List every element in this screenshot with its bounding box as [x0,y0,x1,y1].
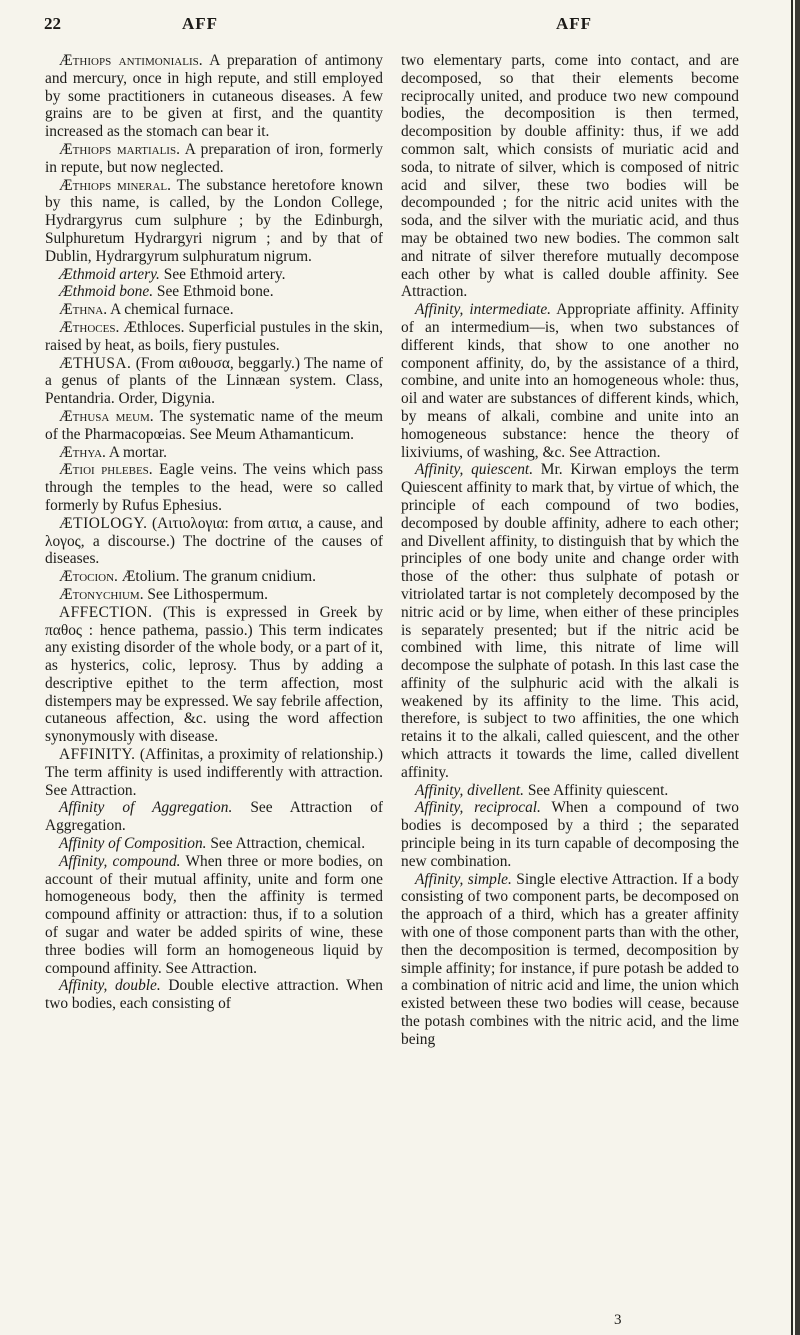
dictionary-entry [45,835,383,853]
entry-headword: Affinity of Composition. [59,835,207,853]
dictionary-entry [45,586,383,604]
entry-headword: ÆTHUSA. [59,354,132,372]
entry-headword: Æthusa meum. [59,407,154,425]
dictionary-entry [45,461,383,514]
entry-headword: Affinity, divellent. [415,781,524,799]
entry-headword: Affinity, simple. [415,870,512,888]
dictionary-entry [401,782,739,800]
entry-text: (Affinitas, a proximity of relationship.) The term affinity is used indifferently with attraction. See Attraction. [45,746,383,799]
entry-text: A preparation of antimony and mercury, once in high repute, and still employed by some practitioners in cutaneous diseases. A few grains are to be given at first, and the quantity increased as the stomach can bear it. [45,52,383,141]
entry-headword: Affinity of Aggregation. [59,799,233,817]
entry-text: Double elective attraction. When two bodies, each consisting of [45,977,383,1013]
entry-text: See Ethmoid artery. [159,265,286,283]
page-edge-line [791,0,793,1335]
dictionary-entry [45,853,383,978]
dictionary-entry [401,799,739,870]
entry-text: See Attraction, chemical. [206,835,366,853]
dictionary-entry [45,515,383,568]
entry-text: Eagle veins. The veins which pass through the temples to the head, were so called formerly by Rufus Ephesius. [45,461,383,514]
running-head-left: AFF [182,14,219,33]
dictionary-entry [45,301,383,319]
entry-headword: Æthiops martialis. [59,140,180,158]
dictionary-entry [45,604,383,746]
entry-text: A mortar. [105,443,168,461]
entry-text: When three or more bodies, on account of their mutual affinity, unite and form one homogeneous body, then the affinity is termed compound affinity or attraction: thus, if to a solution of sugar and water be added spirits of wine, these three bodies will form an homogeneous liquid by compound affinity. See Attraction. [45,852,383,977]
entry-headword: Æthya. [59,443,106,461]
dictionary-entry [45,568,383,586]
entry-text: (This is expressed in Greek by παθος : hence pathema, passio.) This term indicates any existing disorder of the whole body, or a part of it, as hysterics, colic, leprosy. Thus by adding a descriptive epithet to the term affection, most distempers may be expressed. We say febrile affection, cutaneous affection, &c. using the word affection synonymously with disease. [45,603,383,746]
entry-text: (From αιθουσα, beggarly.) The name of a genus of plants of the Linnæan system. Class, Pentandria. Order, Digynia. [45,354,383,408]
page-number: 22 [44,14,61,33]
entry-text: See Attraction of Aggregation. [45,799,383,835]
entry-headword: AFFINITY. [59,746,136,764]
dictionary-entry [45,355,383,408]
entry-headword: Affinity, intermediate. [415,301,551,319]
dictionary-entry [45,52,383,141]
entry-text: See Lithospermum. [143,585,268,603]
entry-headword: Æthiops antimonialis. [59,52,203,69]
dictionary-entry [401,52,739,301]
entry-headword: Æthna. [59,301,108,319]
entry-headword: ÆTIOLOGY. [59,514,148,532]
entry-headword: Æthmoid artery. [59,265,160,283]
signature-mark: 3 [614,1312,622,1328]
entry-headword: Ætioi phlebes. [59,461,153,479]
entry-text: Æthloces. Superficial pustules in the skin, raised by heat, as boils, fiery pustules. [45,318,383,354]
entry-text: See Affinity quiescent. [524,781,669,799]
dictionary-entry [401,301,739,461]
entry-headword: Affinity, double. [59,977,161,995]
right-column [401,52,739,1049]
entry-text: A chemical furnace. [107,301,234,319]
entry-text: When a compound of two bodies is decomposed by a third ; the separated principle being in its turn capable of decomposing the new combination. [401,799,740,870]
page-header [44,14,770,40]
entry-headword: Æthmoid bone. [59,283,154,301]
entry-text: Mr. Kirwan employs the term Quiescent affinity to mark that, by virtue of which, the principle of each compound of two bodies, decomposed by double affinity, adhere to each other; and Divellent affinity, to distinguish that by which the principles of one body unite and change order with those of the other: thus sulphate of potash or vitriolated tartar is not completely decomposed by the nitric acid or by lime, when either of these principles is separately presented; but if the nitric acid be combined with lime, this nitrate of lime will decompose the sulphate of potash. In this last case the affinity of the sulphuric acid with the alkali is weakened by its affinity to the lime. This acid, therefore, is subject to two affinities, the one which retains it to the alkali, called quiescent, and the other which attracts it towards the lime, called divellent affinity. [401,461,739,781]
entry-text: Ætolium. The granum cnidium. [117,568,316,586]
dictionary-entry [45,408,383,444]
dictionary-entry [45,266,383,284]
dictionary-entry [45,283,383,301]
running-head-right: AFF [556,14,593,33]
entry-text: (Αιτιολογια: from αιτια, a cause, and λογος, a discourse.) The doctrine of the causes of diseases. [45,514,383,568]
dictionary-entry [401,461,739,781]
dictionary-entry [45,177,383,266]
dictionary-entry [401,871,739,1049]
entry-headword: Ætonychium. [59,585,144,603]
entry-text: The substance heretofore known by this name, is called, by the London College, Hydrargyrus cum sulphure ; by the Edinburgh, Sulphuretum Hydrargyri nigrum ; and by that of Dublin, Hydrargyrum sulphuratum nigrum. [45,176,383,265]
entry-text: Appropriate affinity. Affinity of an intermedium—is, when two substances of different kinds, that show to one another no component affinity, do, by the assistance of a third, combine, and unite into an homogeneous whole: thus, oil and water are substances of different kinds, which, by means of alkali, combine and unite into an homogeneous substance: hence the theory of lixiviums, of washing, &c. See Attraction. [401,301,739,461]
entry-text: See Ethmoid bone. [153,283,274,301]
left-column [45,52,383,1013]
dictionary-entry [45,746,383,799]
entry-text: A preparation of iron, formerly in repute, but now neglected. [45,140,383,176]
dictionary-entry [45,319,383,355]
entry-headword: Ætocion. [59,568,118,586]
entry-headword: Affinity, compound. [59,852,181,870]
dictionary-entry [45,799,383,835]
entry-headword: Æthiops mineral. [59,176,171,194]
page-edge-shadow [795,0,800,1335]
entry-text: two elementary parts, come into contact, and are decomposed, so that their elements become reciprocally united, and produce two new compound bodies, the decomposition is then termed, decomposition by double affinity: thus, if we add common salt, which consists of muriatic acid and soda, to nitrate of silver, which is composed of nitric acid and silver, these two bodies will be decompounded ; for the nitric acid unites with the soda, and the silver with the muriatic acid, and thus may be obtained two new bodies. The common salt and nitrate of silver therefore mutually decompose each other by what is called double affinity. See Attraction. [401,52,739,301]
dictionary-entry [45,977,383,1013]
entry-headword: Æthoces. [59,318,120,336]
dictionary-entry [45,141,383,177]
entry-headword: AFFECTION. [59,603,153,621]
entry-headword: Affinity, quiescent. [415,461,534,479]
entry-text: Single elective Attraction. If a body consisting of two component parts, be decomposed on the approach of a third, which has a greater affinity with one of those component parts than with the other, then the decomposition is termed, decomposition by simple affinity; for instance, if pure potash be added to a combination of nitric acid and lime, the union which existed between these two bodies will cease, because the potash combines with the nitric acid, and the lime being [401,870,739,1048]
dictionary-entry [45,444,383,462]
entry-headword: Affinity, reciprocal. [415,799,541,817]
entry-text: The systematic name of the meum of the Pharmacopœias. See Meum Athamanticum. [45,407,384,443]
